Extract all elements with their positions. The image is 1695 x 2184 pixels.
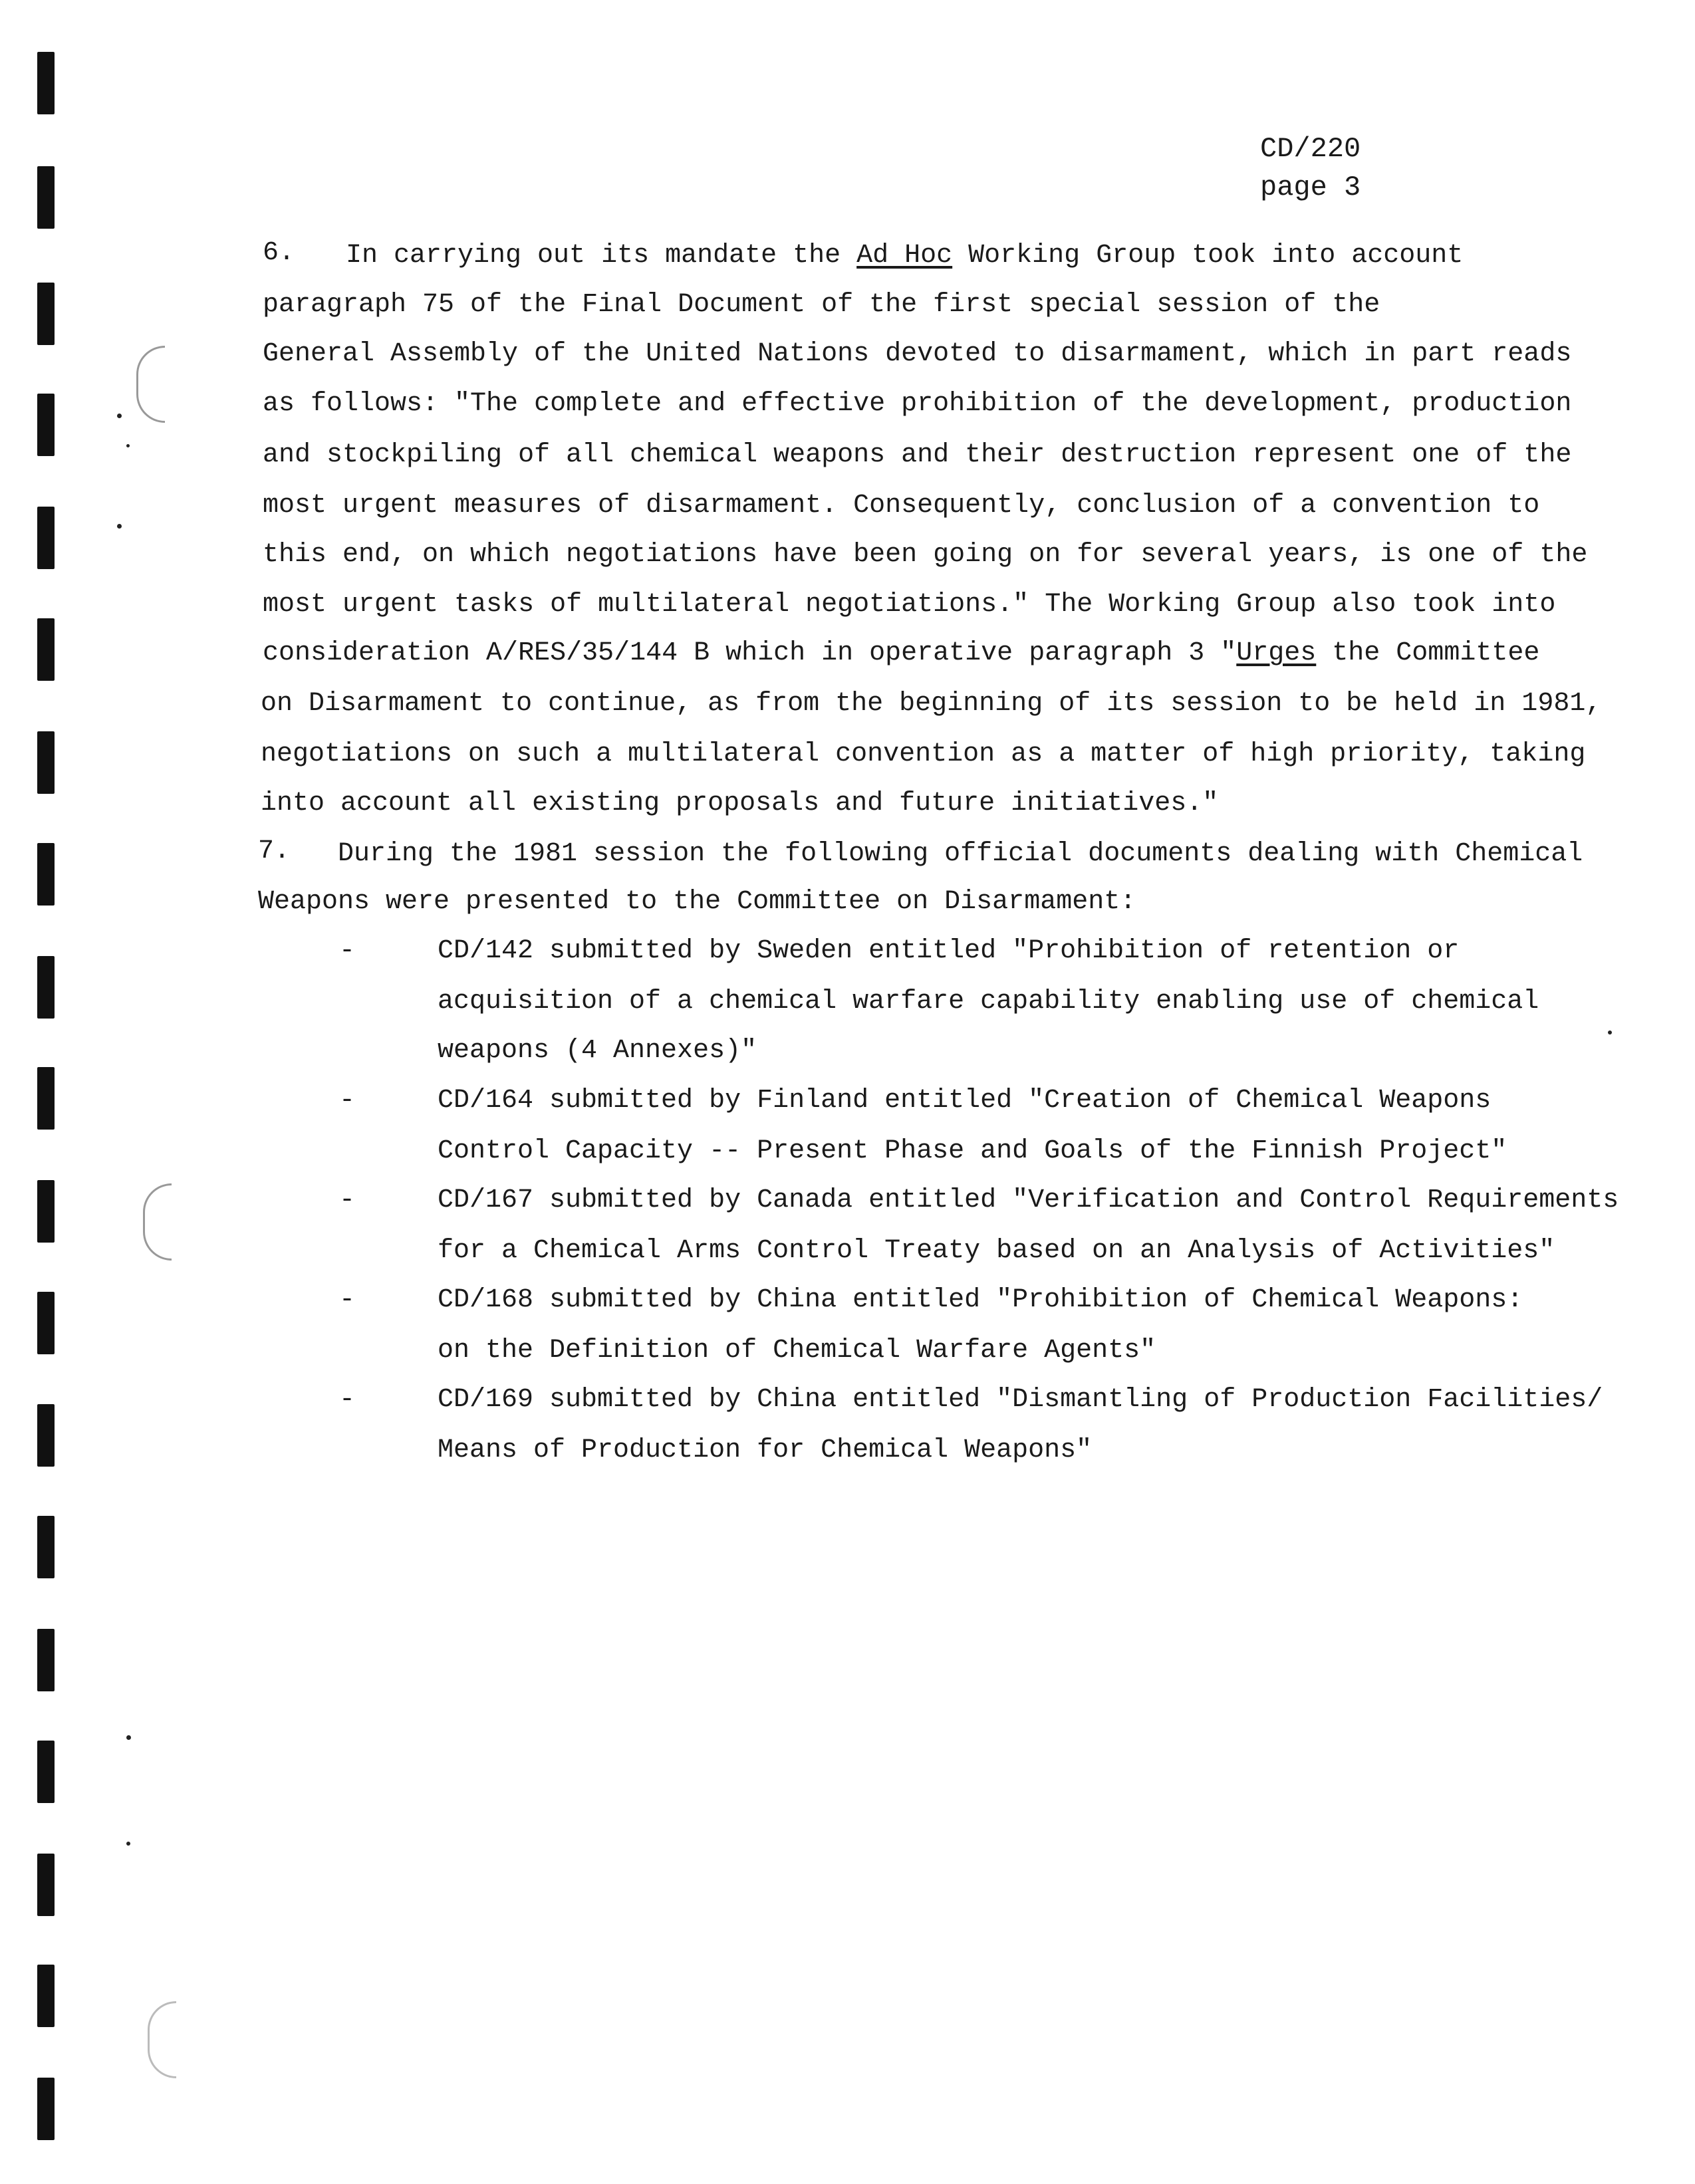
para7-line: Weapons were presented to the Committee on Disarmament: <box>258 887 1136 917</box>
binder-mark <box>37 956 55 1019</box>
para6-line: into account all existing proposals and future initiatives." <box>261 789 1219 818</box>
para6-line: this end, on which negotiations have been going on for several years, is one of the <box>263 540 1588 570</box>
binder-mark <box>37 394 55 456</box>
ad-hoc-emphasis: Ad Hoc <box>856 241 953 271</box>
binder-mark <box>37 1292 55 1354</box>
binder-mark <box>37 52 55 114</box>
scan-speck <box>126 1735 131 1740</box>
para6-text: consideration A/RES/35/144 B which in operative paragraph 3 " <box>263 638 1237 668</box>
binder-mark <box>37 1741 55 1803</box>
para6-number: 6. <box>263 238 295 268</box>
scan-arc <box>136 346 165 423</box>
binder-mark <box>37 1516 55 1578</box>
scan-speck <box>1608 1031 1612 1034</box>
document-entry-line: Control Capacity -- Present Phase and Goals of the Finnish Project" <box>438 1136 1507 1166</box>
para6-text: the Committee <box>1316 638 1540 668</box>
document-entry-line: for a Chemical Arms Control Treaty based on an Analysis of Activities" <box>438 1236 1555 1266</box>
para6-line: most urgent tasks of multilateral negotiations." The Working Group also took into <box>263 590 1556 620</box>
scan-speck <box>126 444 130 447</box>
para6-line: as follows: "The complete and effective prohibition of the development, production <box>263 389 1572 419</box>
binder-mark <box>37 1629 55 1691</box>
list-dash: - <box>339 936 356 966</box>
binder-mark <box>37 1067 55 1130</box>
para6-line <box>263 638 1539 668</box>
page-header <box>1260 130 1361 207</box>
para6-line: paragraph 75 of the Final Document of the first special session of the <box>263 290 1380 320</box>
list-dash: - <box>339 1285 356 1315</box>
document-symbol: CD/220 <box>1260 133 1361 165</box>
document-entry-line: CD/142 submitted by Sweden entitled "Prohibition of retention or <box>438 936 1460 966</box>
binder-mark <box>37 166 55 229</box>
binder-mark <box>37 2078 55 2140</box>
binder-mark <box>37 1965 55 2027</box>
document-entry-line: Means of Production for Chemical Weapons" <box>438 1435 1093 1465</box>
scan-speck <box>117 524 122 529</box>
para6-line: and stockpiling of all chemical weapons and their destruction represent one of the <box>263 440 1572 470</box>
scan-speck <box>117 414 122 418</box>
para6-line: on Disarmament to continue, as from the beginning of its session to be held in 1981, <box>261 689 1602 719</box>
document-entry-line: CD/164 submitted by Finland entitled "Creation of Chemical Weapons <box>438 1086 1492 1116</box>
scan-arc <box>148 2001 176 2078</box>
para6-line: most urgent measures of disarmament. Consequently, conclusion of a convention to <box>263 491 1540 521</box>
binder-mark <box>37 618 55 681</box>
para6-text: Working Group took into account <box>952 241 1464 271</box>
list-dash: - <box>339 1185 356 1215</box>
list-dash: - <box>339 1086 356 1116</box>
document-entry-line: CD/167 submitted by Canada entitled "Verification and Control Requirements <box>438 1185 1619 1215</box>
scan-arc <box>143 1183 172 1261</box>
para6-line <box>346 241 1463 271</box>
list-dash: - <box>339 1385 356 1415</box>
page-number: page 3 <box>1260 172 1361 203</box>
para7-line: During the 1981 session the following official documents dealing with Chemical <box>338 839 1583 869</box>
urges-emphasis: Urges <box>1236 638 1317 668</box>
binder-mark <box>37 283 55 345</box>
binder-mark <box>37 731 55 794</box>
para7-number: 7. <box>258 836 291 866</box>
para6-line: negotiations on such a multilateral convention as a matter of high priority, taking <box>261 739 1586 769</box>
binder-mark <box>37 507 55 569</box>
binder-mark <box>37 843 55 906</box>
document-entry-line: on the Definition of Chemical Warfare Agents" <box>438 1336 1156 1366</box>
binder-mark <box>37 1854 55 1916</box>
scan-speck <box>126 1842 130 1846</box>
binder-mark <box>37 1404 55 1467</box>
binder-mark <box>37 1180 55 1243</box>
document-entry-line: CD/168 submitted by China entitled "Prohibition of Chemical Weapons: <box>438 1285 1523 1315</box>
document-entry-line: acquisition of a chemical warfare capability enabling use of chemical <box>438 987 1539 1017</box>
document-entry-line: weapons (4 Annexes)" <box>438 1036 757 1066</box>
document-entry-line: CD/169 submitted by China entitled "Dismantling of Production Facilities/ <box>438 1385 1603 1415</box>
para6-line: General Assembly of the United Nations devoted to disarmament, which in part reads <box>263 339 1572 369</box>
para6-text: In carrying out its mandate the <box>346 241 857 271</box>
